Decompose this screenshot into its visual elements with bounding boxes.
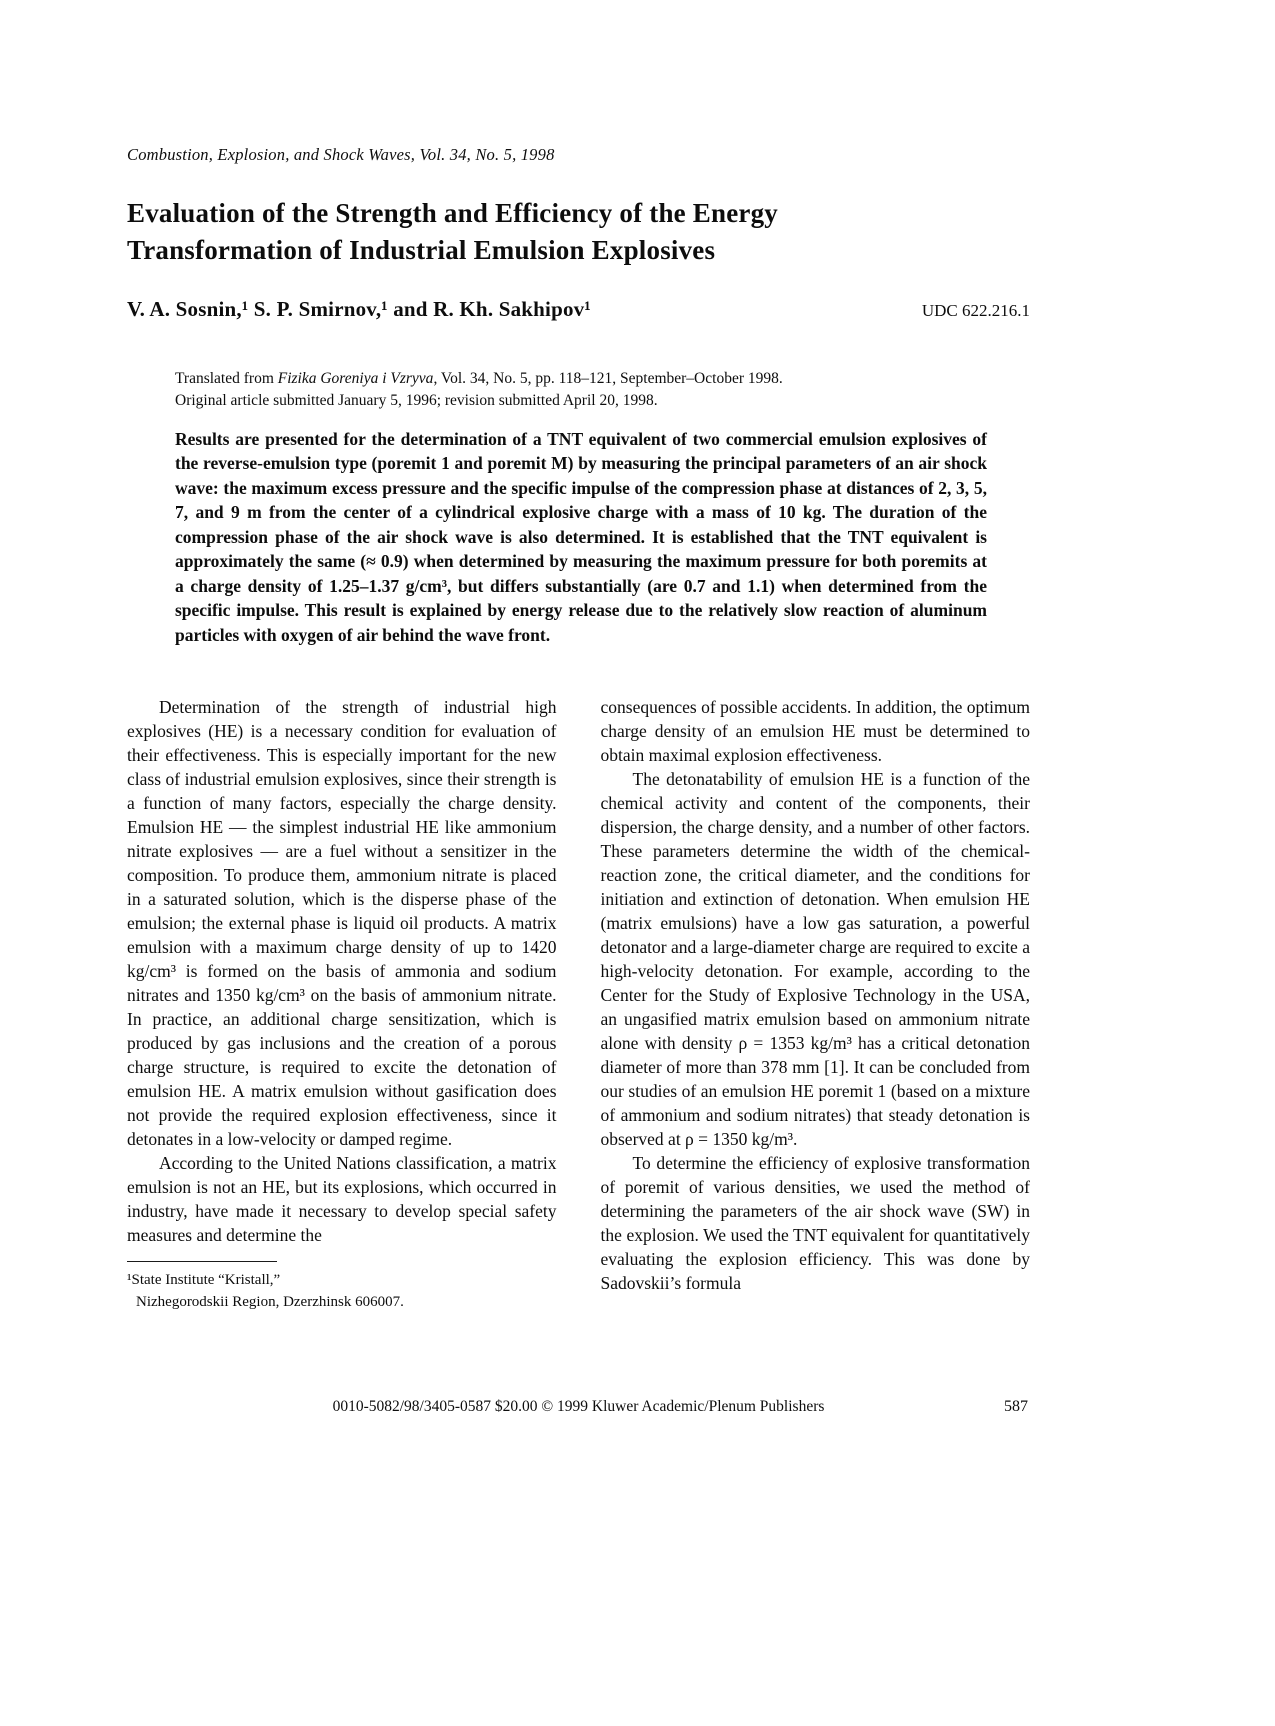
body-paragraph: To determine the efficiency of explosive transformation of poremit of various densities, we used the method of determining the parameters of the air shock wave (SW) in the explosion. We used the TNT equivalent for quantitatively evaluating the explosion efficiency. This was done by Sadovskii’s formula: [600, 1153, 1030, 1293]
paper-title: Evaluation of the Strength and Efficiency of the Energy Transformation of Industrial Emulsion Explosives: [127, 198, 778, 266]
authors-row: [127, 297, 1030, 322]
footnote-line1: ¹State Institute “Kristall,”: [127, 1272, 281, 1288]
body-paragraph: The detonatability of emulsion HE is a function of the chemical activity and content of the components, their dispersion, the charge density, and a number of other factors. These parameters determine the width of the chemical-reaction zone, the critical diameter, and the conditions for initiation and extinction of detonation. When emulsion HE (matrix emulsions) have a low gas saturation, a powerful detonator and a large-diameter charge are required to excite a high-velocity detonation. For example, according to the Center for the Study of Explosive Technology in the USA, an ungasified matrix emulsion based on ammonium nitrate alone with density ρ = 1353 kg/m³ has a critical detonation diameter of more than 378 mm [1]. It can be concluded from our studies of an emulsion HE poremit 1 (based on a mixture of ammonium and sodium nitrates) that steady detonation is observed at ρ = 1350 kg/m³.: [600, 769, 1030, 1149]
journal-header: Combustion, Explosion, and Shock Waves, Vol. 34, No. 5, 1998: [127, 145, 555, 164]
translation-prefix: Translated from: [175, 369, 278, 387]
translation-note-line2: Original article submitted January 5, 1996; revision submitted April 20, 1998.: [175, 391, 658, 409]
footnote-rule: [127, 1261, 277, 1262]
translation-note: [175, 368, 987, 412]
footnote-line2: Nizhegorodskii Region, Dzerzhinsk 606007.: [136, 1294, 404, 1310]
right-column-paragraphs: [601, 695, 1031, 1295]
page-number: 587: [1004, 1398, 1028, 1415]
left-column-paragraphs: [127, 695, 557, 1247]
authors-line: V. A. Sosnin,¹ S. P. Smirnov,¹ and R. Kh. Sakhipov¹: [127, 296, 591, 321]
translation-suffix: , Vol. 34, No. 5, pp. 118–121, September–October 1998.: [433, 369, 783, 387]
abstract: Results are presented for the determination of a TNT equivalent of two commercial emulsion explosives of the reverse-emulsion type (poremit 1 and poremit M) by measuring the principal parameters of an air shock wave: the maximum excess pressure and the specific impulse of the compression phase at distances of 2, 3, 5, 7, and 9 m from the center of a cylindrical explosive charge with a mass of 10 kg. The duration of the compression phase of the air shock wave is also determined. It is established that the TNT equivalent is approximately the same (≈ 0.9) when determined by measuring the maximum pressure for both poremits at a charge density of 1.25–1.37 g/cm³, but differs substantially (are 0.7 and 1.1) when determined from the specific impulse. This result is explained by energy release due to the relatively slow reaction of aluminum particles with oxygen of air behind the wave front.: [175, 428, 987, 645]
body-paragraph: Determination of the strength of industrial high explosives (HE) is a necessary condition for evaluation of their effectiveness. This is especially important for the new class of industrial emulsion explosives, since their strength is a function of many factors, especially the charge density. Emulsion HE — the simplest industrial HE like ammonium nitrate explosives — are a fuel without a sensitizer in the composition. To produce them, ammonium nitrate is placed in a saturated solution, which is the disperse phase of the emulsion; the external phase is liquid oil products. A matrix emulsion with a maximum charge density of up to 1420 kg/cm³ is formed on the basis of ammonia and sodium nitrates and 1350 kg/cm³ on the basis of ammonium nitrate. In practice, an additional charge sensitization, which is produced by gas inclusions and the creation of a porous charge structure, is required to excite the detonation of emulsion HE. A matrix emulsion without gasification does not provide the required explosion effectiveness, since it detonates in a low-velocity or damped regime.: [127, 697, 557, 1149]
udc-code: UDC 622.216.1: [921, 300, 1030, 320]
page-footer: [127, 1398, 1030, 1416]
body-paragraph: According to the United Nations classification, a matrix emulsion is not an HE, but its explosions, which occurred in industry, have made it necessary to develop special safety measures and determine the: [127, 1153, 557, 1245]
source-journal-name: Fizika Goreniya i Vzryva: [277, 369, 434, 387]
translation-note-line1: [175, 368, 987, 390]
right-column: [601, 695, 1031, 1313]
footnote: [127, 1261, 557, 1313]
left-column: [127, 695, 557, 1313]
body-columns: [127, 695, 1030, 1313]
copyright-line: 0010-5082/98/3405-0587 $20.00 © 1999 Kluwer Academic/Plenum Publishers: [332, 1398, 825, 1415]
body-paragraph: consequences of possible accidents. In addition, the optimum charge density of an emulsion HE must be determined to obtain maximal explosion effectiveness.: [600, 697, 1030, 765]
